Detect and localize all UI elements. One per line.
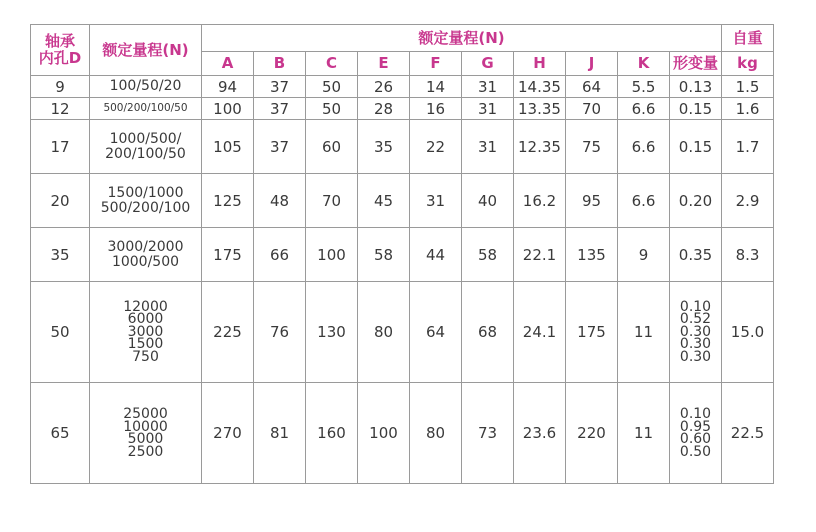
deform-cell bbox=[670, 174, 722, 228]
dim-b-cell: 37 bbox=[254, 76, 306, 98]
bore-cell: 50 bbox=[31, 282, 90, 383]
dim-g-cell: 40 bbox=[462, 174, 514, 228]
dim-h-cell: 16.2 bbox=[514, 174, 566, 228]
deform-line: 0.10 bbox=[679, 406, 712, 422]
range-line: 1000/500/ bbox=[109, 130, 182, 147]
dim-h-cell: 24.1 bbox=[514, 282, 566, 383]
range-line: 2500 bbox=[127, 443, 164, 460]
weight-cell: 8.3 bbox=[722, 228, 774, 282]
weight-unit-header: kg bbox=[722, 52, 774, 76]
dim-j-cell: 75 bbox=[566, 120, 618, 174]
range-line: 12000 bbox=[123, 298, 168, 315]
deform-line: 0.60 bbox=[679, 431, 712, 447]
dim-e-cell: 100 bbox=[358, 383, 410, 484]
dim-e-cell: 26 bbox=[358, 76, 410, 98]
range-line: 1500 bbox=[127, 336, 164, 353]
bore-cell: 12 bbox=[31, 98, 90, 120]
dim-h-cell: 12.35 bbox=[514, 120, 566, 174]
weight-cell: 1.5 bbox=[722, 76, 774, 98]
dim-b-cell: 76 bbox=[254, 282, 306, 383]
dim-j-cell: 220 bbox=[566, 383, 618, 484]
range-header: 额定量程(N) bbox=[90, 25, 202, 76]
group-header: 额定量程(N) bbox=[202, 25, 722, 52]
deform-cell bbox=[670, 383, 722, 484]
deform-line: 0.35 bbox=[678, 245, 713, 264]
deform-line: 0.30 bbox=[679, 336, 712, 353]
dim-e-cell: 58 bbox=[358, 228, 410, 282]
deform-cell bbox=[670, 76, 722, 98]
deform-line: 0.15 bbox=[678, 99, 713, 118]
range-line: 3000/2000 bbox=[107, 238, 184, 255]
dim-g-cell: 68 bbox=[462, 282, 514, 383]
weight-cell: 15.0 bbox=[722, 282, 774, 383]
dim-a-cell: 225 bbox=[202, 282, 254, 383]
range-line: 500/200/100/50 bbox=[103, 102, 188, 114]
dim-f-cell: 14 bbox=[410, 76, 462, 98]
col-header-e: E bbox=[358, 52, 410, 76]
dim-c-cell: 50 bbox=[306, 76, 358, 98]
dim-g-cell: 31 bbox=[462, 76, 514, 98]
range-line: 100/50/20 bbox=[109, 78, 182, 94]
dim-b-cell: 37 bbox=[254, 120, 306, 174]
table-row bbox=[31, 76, 774, 98]
col-header-c: C bbox=[306, 52, 358, 76]
bore-cell: 17 bbox=[31, 120, 90, 174]
deform-cell bbox=[670, 120, 722, 174]
deform-line: 0.15 bbox=[678, 137, 713, 156]
dim-g-cell: 58 bbox=[462, 228, 514, 282]
dim-b-cell: 81 bbox=[254, 383, 306, 484]
dim-h-cell: 14.35 bbox=[514, 76, 566, 98]
col-header-b: B bbox=[254, 52, 306, 76]
dim-a-cell: 100 bbox=[202, 98, 254, 120]
range-line: 10000 bbox=[123, 418, 168, 435]
dim-e-cell: 45 bbox=[358, 174, 410, 228]
dim-a-cell: 125 bbox=[202, 174, 254, 228]
bore-header-line2: 内孔D bbox=[38, 49, 82, 67]
dim-h-cell: 22.1 bbox=[514, 228, 566, 282]
weight-cell: 2.9 bbox=[722, 174, 774, 228]
dim-c-cell: 160 bbox=[306, 383, 358, 484]
deform-cell bbox=[670, 282, 722, 383]
range-line: 5000 bbox=[127, 431, 164, 447]
spec-table bbox=[30, 24, 774, 484]
deform-cell bbox=[670, 98, 722, 120]
dim-a-cell: 175 bbox=[202, 228, 254, 282]
dim-j-cell: 175 bbox=[566, 282, 618, 383]
deform-line: 0.50 bbox=[679, 443, 712, 460]
table-body bbox=[31, 76, 774, 484]
col-header-a: A bbox=[202, 52, 254, 76]
dim-f-cell: 22 bbox=[410, 120, 462, 174]
dim-h-cell: 23.6 bbox=[514, 383, 566, 484]
range-line: 1500/1000 bbox=[107, 184, 184, 201]
bore-cell: 20 bbox=[31, 174, 90, 228]
range-cell bbox=[90, 120, 202, 174]
dim-g-cell: 31 bbox=[462, 120, 514, 174]
range-cell bbox=[90, 383, 202, 484]
bore-cell: 65 bbox=[31, 383, 90, 484]
table-row bbox=[31, 174, 774, 228]
range-line: 750 bbox=[132, 348, 159, 365]
dim-b-cell: 48 bbox=[254, 174, 306, 228]
dim-c-cell: 100 bbox=[306, 228, 358, 282]
bore-header-line1: 轴承 bbox=[44, 32, 75, 50]
spec-table-wrapper bbox=[30, 24, 774, 484]
dim-k-cell: 6.6 bbox=[618, 98, 670, 120]
deform-cell bbox=[670, 228, 722, 282]
col-header-g: G bbox=[462, 52, 514, 76]
dim-g-cell: 73 bbox=[462, 383, 514, 484]
table-row bbox=[31, 120, 774, 174]
range-cell bbox=[90, 282, 202, 383]
dim-a-cell: 270 bbox=[202, 383, 254, 484]
weight-cell: 22.5 bbox=[722, 383, 774, 484]
bore-cell: 9 bbox=[31, 76, 90, 98]
col-header-h: H bbox=[514, 52, 566, 76]
bore-cell: 35 bbox=[31, 228, 90, 282]
deform-line: 0.30 bbox=[679, 323, 712, 340]
dim-c-cell: 70 bbox=[306, 174, 358, 228]
col-header-k: K bbox=[618, 52, 670, 76]
dim-j-cell: 64 bbox=[566, 76, 618, 98]
dim-e-cell: 35 bbox=[358, 120, 410, 174]
range-line: 500/200/100 bbox=[100, 199, 191, 216]
range-line: 1000/500 bbox=[111, 253, 180, 270]
dim-g-cell: 31 bbox=[462, 98, 514, 120]
weight-cell: 1.6 bbox=[722, 98, 774, 120]
dim-c-cell: 50 bbox=[306, 98, 358, 120]
bore-header bbox=[31, 25, 90, 76]
dim-j-cell: 95 bbox=[566, 174, 618, 228]
table-row bbox=[31, 282, 774, 383]
deform-line: 0.13 bbox=[678, 77, 713, 96]
range-cell bbox=[90, 76, 202, 98]
dim-h-cell: 13.35 bbox=[514, 98, 566, 120]
table-row bbox=[31, 383, 774, 484]
weight-cell: 1.7 bbox=[722, 120, 774, 174]
dim-k-cell: 6.6 bbox=[618, 174, 670, 228]
table-row bbox=[31, 98, 774, 120]
deform-line: 0.95 bbox=[679, 418, 712, 435]
col-header-f: F bbox=[410, 52, 462, 76]
dim-b-cell: 37 bbox=[254, 98, 306, 120]
col-header-j: J bbox=[566, 52, 618, 76]
range-cell bbox=[90, 98, 202, 120]
col-header-deform: 形变量 bbox=[670, 52, 722, 76]
deform-line: 0.30 bbox=[679, 348, 712, 365]
deform-line: 0.20 bbox=[678, 191, 713, 210]
deform-line: 0.10 bbox=[679, 298, 712, 315]
dim-j-cell: 70 bbox=[566, 98, 618, 120]
dim-c-cell: 60 bbox=[306, 120, 358, 174]
dim-a-cell: 94 bbox=[202, 76, 254, 98]
deform-line: 0.52 bbox=[679, 311, 712, 328]
weight-header: 自重 bbox=[722, 25, 774, 52]
range-line: 3000 bbox=[127, 323, 164, 340]
dim-k-cell: 11 bbox=[618, 282, 670, 383]
dim-f-cell: 64 bbox=[410, 282, 462, 383]
dim-e-cell: 80 bbox=[358, 282, 410, 383]
dim-b-cell: 66 bbox=[254, 228, 306, 282]
range-line: 25000 bbox=[123, 406, 168, 422]
range-cell bbox=[90, 174, 202, 228]
dim-k-cell: 9 bbox=[618, 228, 670, 282]
dim-e-cell: 28 bbox=[358, 98, 410, 120]
dim-f-cell: 80 bbox=[410, 383, 462, 484]
dim-j-cell: 135 bbox=[566, 228, 618, 282]
range-cell bbox=[90, 228, 202, 282]
header-row-top bbox=[31, 25, 774, 52]
dim-k-cell: 11 bbox=[618, 383, 670, 484]
dim-f-cell: 31 bbox=[410, 174, 462, 228]
range-line: 200/100/50 bbox=[105, 145, 186, 162]
table-row bbox=[31, 228, 774, 282]
dim-f-cell: 44 bbox=[410, 228, 462, 282]
dim-f-cell: 16 bbox=[410, 98, 462, 120]
dim-k-cell: 6.6 bbox=[618, 120, 670, 174]
dim-c-cell: 130 bbox=[306, 282, 358, 383]
dim-a-cell: 105 bbox=[202, 120, 254, 174]
range-line: 6000 bbox=[127, 311, 164, 328]
dim-k-cell: 5.5 bbox=[618, 76, 670, 98]
